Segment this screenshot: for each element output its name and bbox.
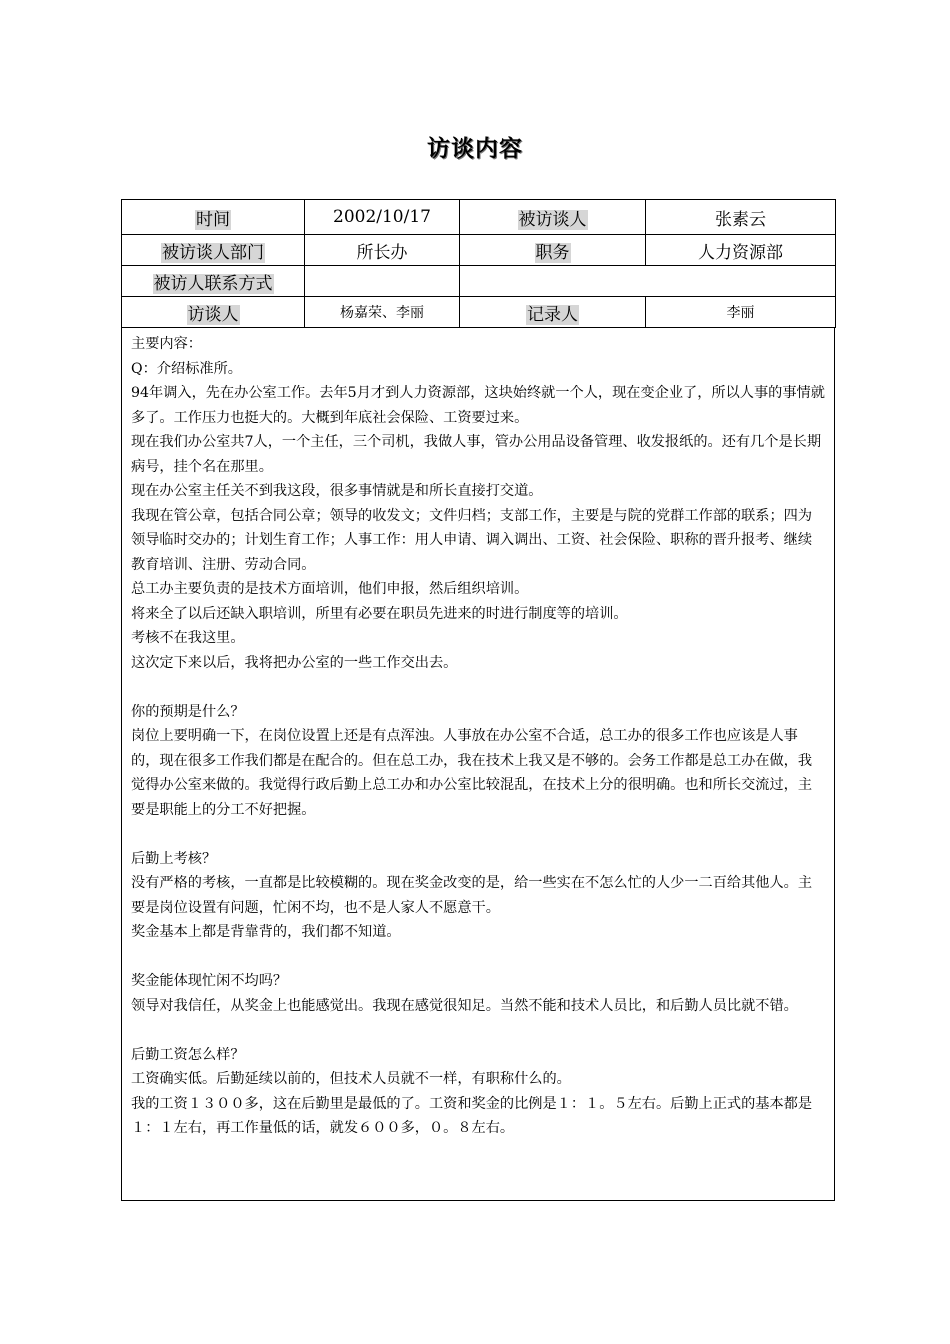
table-row: [122, 235, 836, 266]
question: 后勤工资怎么样？: [131, 1046, 245, 1063]
interviewee-label: 被访谈人: [518, 209, 587, 230]
content-paragraph: 现在办公室主任关不到我这段，很多事情就是和所长直接打交道。: [131, 483, 543, 499]
recorder-label-cell: [460, 297, 646, 328]
position-label-cell: [460, 235, 646, 266]
content-paragraph: 岗位上要明确一下，在岗位设置上还是有点浑浊。人事放在办公室不合适，总工办的很多工作也应该是人事的，现在很多工作我们都是在配合的。但在总工办，我在技术上我又是不够的。会务工作都是总工办在做，我觉得办公室来做的。我觉得行政后勤上总工办和办公室比较混乱，在技术上分的很明确。也和所长交流过，主要是职能上的分工不好把握。: [131, 728, 813, 818]
content-paragraph: 领导对我信任，从奖金上也能感觉出。我现在感觉很知足。当然不能和技术人员比，和后勤人员比就不错。: [131, 997, 798, 1014]
contact-value: [460, 266, 836, 297]
table-row: [122, 266, 836, 297]
interviewee-label-cell: [460, 200, 646, 235]
content-paragraph: 主要内容：: [131, 336, 202, 352]
recorder-label: 记录人: [527, 304, 578, 325]
content-paragraph: 这次定下来以后，我将把办公室的一些工作交出去。: [131, 654, 458, 671]
content-paragraph: 将来全了以后还缺入职培训，所里有必要在职员先进来的时进行制度等的培训。: [131, 605, 628, 622]
position-label: 职务: [535, 242, 570, 263]
content-paragraph: 奖金基本上都是背靠背的，我们都不知道。: [131, 924, 401, 940]
interviewer-label: 访谈人: [187, 304, 239, 325]
question: 后勤上考核？: [131, 850, 217, 867]
department-label: 被访谈人部门: [162, 242, 264, 263]
department-value: 所长办: [305, 235, 460, 266]
content-paragraph: 我的工资１３００多，这在后勤里是最低的了。工资和奖金的比例是１：１。５左右。后勤上正式的基本都是１：１左右，再工作量低的话，就发６００多，０。８左右。: [131, 1095, 813, 1136]
time-label: 时间: [196, 209, 230, 230]
interview-content: [121, 327, 835, 1201]
department-label-cell: [122, 235, 305, 266]
blank-line: [131, 675, 826, 700]
content-paragraph: 没有严格的考核，一直都是比较模糊的。现在奖金改变的是，给一些实在不怎么忙的人少一二百给其他人。主要是岗位设置有问题，忙闲不均，也不是人家人不愿意干。: [131, 875, 813, 916]
content-paragraph: 现在我们办公室共7人，一个主任，三个司机，我做人事，管办公用品设备管理、收发报纸的。还有几个是长期病号，挂个名在那里。: [131, 434, 822, 475]
question: 奖金能体现忙闲不均吗？: [131, 973, 288, 989]
table-row: [122, 297, 836, 328]
content-paragraph: 94年调入，先在办公室工作。去年5月才到人力资源部，这块始终就一个人，现在变企业了，所以人事的事情就多了。工作压力也挺大的。大概到年底社会保险、工资要过来。: [131, 385, 825, 426]
interviewer-label-cell: [122, 297, 305, 328]
time-value: 2002/10/17: [305, 200, 460, 235]
time-label-cell: [122, 200, 305, 235]
blank-line: [131, 1018, 826, 1043]
content-paragraph: 我现在管公章，包括合同公章；领导的收发文；文件归档；支部工作，主要是与院的党群工作部的联系；四为领导临时交办的；计划生育工作；人事工作：用人申请、调入调出、工资、社会保险、职称的晋升报考、继续教育培训、注册、劳动合同。: [131, 507, 813, 573]
content-paragraph: 考核不在我这里。: [131, 630, 245, 646]
contact-label-cell: [122, 266, 305, 297]
position-value: 人力资源部: [646, 235, 836, 266]
document-title: 访谈内容: [427, 136, 523, 162]
interviewee-value: 张素云: [646, 200, 836, 235]
recorder-value: 李丽: [646, 297, 836, 328]
question: 你的预期是什么？: [131, 703, 245, 720]
content-paragraph: Q：介绍标准所。: [131, 360, 242, 377]
contact-spacer-cell: [305, 266, 460, 297]
content-paragraph: 工资确实低。后勤延续以前的，但技术人员就不一样，有职称什么的。: [131, 1071, 571, 1087]
interviewer-value: 杨嘉荣、李丽: [305, 297, 460, 328]
blank-line: [131, 822, 826, 847]
contact-label: 被访人联系方式: [153, 273, 273, 294]
blank-line: [131, 945, 826, 970]
content-paragraph: 总工办主要负责的是技术方面培训，他们申报，然后组织培训。: [131, 581, 529, 597]
table-row: [122, 200, 836, 235]
interview-info-table: [121, 199, 836, 328]
